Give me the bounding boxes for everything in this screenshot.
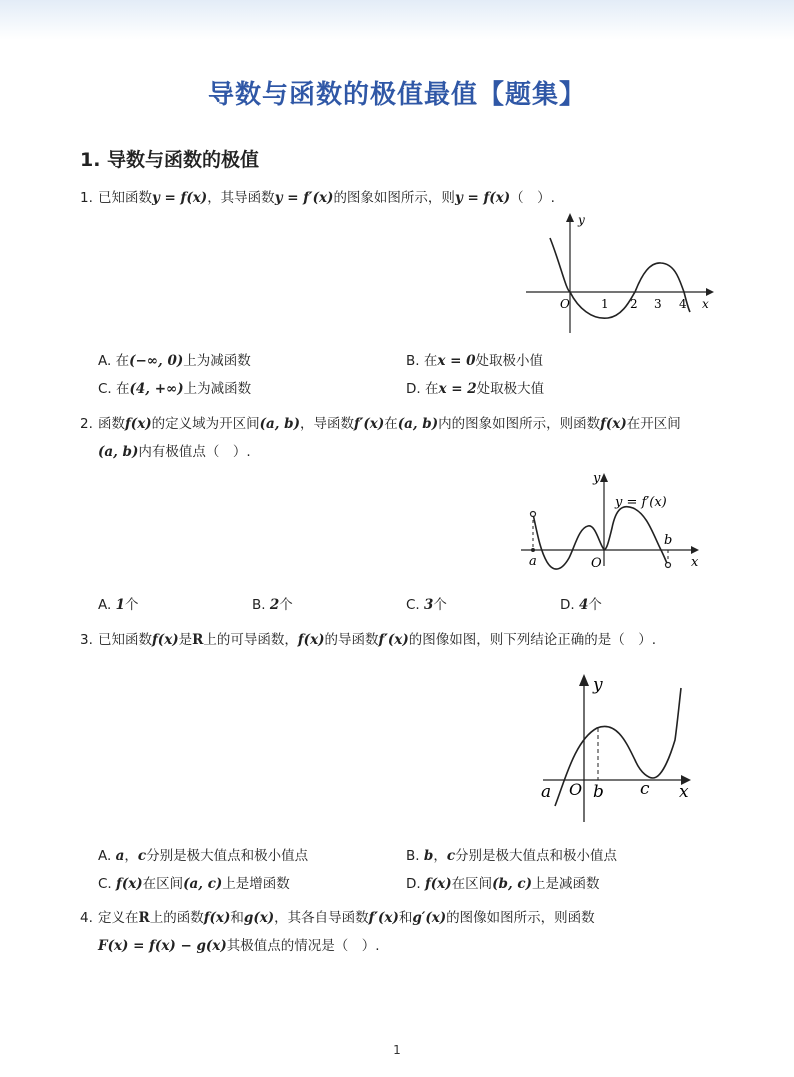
question-stem-continued bbox=[80, 932, 720, 960]
text-segment: B. 在 bbox=[406, 353, 438, 369]
question-3 bbox=[80, 626, 720, 654]
question-stem bbox=[98, 910, 595, 926]
option-b[interactable] bbox=[406, 349, 543, 369]
text-segment: 内有极值点（ ）. bbox=[138, 444, 251, 460]
point-a-label: a bbox=[541, 782, 552, 802]
question-number: 3. bbox=[80, 632, 93, 648]
math-expression: (a, b) bbox=[98, 444, 139, 460]
tick-label: 3 bbox=[654, 297, 662, 311]
text-segment: 的定义域为开区间 bbox=[151, 416, 260, 432]
y-axis-label: y bbox=[593, 675, 603, 695]
question-4 bbox=[80, 904, 720, 960]
math-expression: f′(x) bbox=[378, 632, 409, 648]
math-expression: 3 bbox=[424, 597, 434, 613]
text-segment: 分别是极大值点和极小值点 bbox=[455, 848, 618, 864]
math-expression: x = 0 bbox=[437, 353, 476, 369]
text-segment: C. 在 bbox=[98, 381, 130, 397]
question-number: 4. bbox=[80, 910, 93, 926]
text-segment: 上为减函数 bbox=[183, 381, 252, 397]
math-set-symbol: R bbox=[192, 632, 204, 648]
option-c[interactable] bbox=[406, 593, 447, 613]
math-expression: 4 bbox=[578, 597, 589, 613]
math-expression: y = f(x) bbox=[454, 190, 511, 206]
text-segment: 定义在 bbox=[98, 910, 139, 926]
math-expression: f(x) bbox=[152, 632, 179, 648]
text-segment: 是 bbox=[178, 632, 193, 648]
text-segment: 在 bbox=[384, 416, 398, 432]
option-a[interactable] bbox=[98, 844, 308, 864]
y-axis-label: y bbox=[578, 213, 585, 227]
derivative-graph-figure bbox=[535, 670, 710, 825]
math-expression: (a, b) bbox=[397, 416, 439, 432]
text-segment: 内的图象如图所示，则函数 bbox=[438, 416, 601, 432]
text-segment: 的图像如图，则下列结论正确的是（ ）. bbox=[408, 632, 657, 648]
text-segment: 上的可导函数， bbox=[203, 632, 298, 648]
text-segment: 的图象如图所示，则 bbox=[333, 190, 455, 206]
question-stem bbox=[98, 190, 555, 206]
text-segment: 上的函数 bbox=[149, 910, 204, 926]
math-expression: (−∞, 0) bbox=[129, 353, 184, 369]
page-number: 1 bbox=[393, 1043, 401, 1057]
math-expression: f(x) bbox=[116, 876, 143, 892]
text-segment: 个 bbox=[279, 597, 293, 613]
x-axis-label: x bbox=[691, 555, 699, 570]
math-expression: x = 2 bbox=[438, 381, 477, 397]
question-number: 1. bbox=[80, 190, 93, 206]
text-segment: C. bbox=[98, 876, 117, 892]
math-expression: (4, +∞) bbox=[129, 381, 184, 397]
math-expression: f(x) bbox=[600, 416, 627, 432]
derivative-graph-figure bbox=[520, 208, 720, 338]
text-segment: 其极值点的情况是（ ）. bbox=[226, 938, 380, 954]
math-expression: f′(x) bbox=[368, 910, 399, 926]
option-a[interactable] bbox=[98, 593, 139, 613]
page-title: 导数与函数的极值最值【题集】 bbox=[207, 80, 586, 110]
text-segment: ，导函数 bbox=[300, 416, 355, 432]
math-expression: y = f′(x) bbox=[274, 190, 334, 206]
point-b-label: b bbox=[593, 782, 604, 802]
origin-label: O bbox=[591, 556, 602, 571]
text-segment: B. bbox=[252, 597, 270, 613]
math-expression: 2 bbox=[269, 597, 280, 613]
text-segment: 分别是极大值点和极小值点 bbox=[146, 848, 309, 864]
math-expression: y = f(x) bbox=[152, 190, 208, 206]
question-stem bbox=[98, 416, 681, 432]
text-segment: A. bbox=[98, 848, 116, 864]
text-segment: B. bbox=[406, 848, 424, 864]
math-expression: c bbox=[137, 848, 147, 864]
option-d[interactable] bbox=[406, 872, 599, 892]
text-segment: （ ）. bbox=[510, 190, 555, 206]
point-c-label: c bbox=[640, 779, 650, 799]
math-expression: a bbox=[115, 848, 125, 864]
option-c[interactable] bbox=[98, 872, 290, 892]
math-expression: c bbox=[446, 848, 456, 864]
text-segment: 和 bbox=[230, 910, 244, 926]
text-segment: D. bbox=[406, 876, 425, 892]
text-segment: 在区间 bbox=[451, 876, 493, 892]
question-stem-continued bbox=[80, 438, 720, 466]
curve-label: y = f′(x) bbox=[615, 495, 667, 510]
x-axis-label: x bbox=[679, 782, 689, 802]
derivative-graph-figure bbox=[515, 466, 710, 578]
text-segment: 和 bbox=[398, 910, 413, 926]
text-segment: ，其各自导函数 bbox=[274, 910, 369, 926]
text-segment: ， bbox=[124, 848, 138, 864]
option-b[interactable] bbox=[406, 844, 617, 864]
option-a[interactable] bbox=[98, 349, 251, 369]
tick-label: 1 bbox=[601, 297, 609, 311]
text-segment: ， bbox=[433, 848, 447, 864]
option-b[interactable] bbox=[252, 593, 293, 613]
header-band bbox=[0, 0, 794, 40]
math-expression: f(x) bbox=[203, 910, 231, 926]
section-heading: 1. 导数与函数的极值 bbox=[80, 149, 260, 171]
text-segment: 的图像如图所示，则函数 bbox=[446, 910, 595, 926]
math-expression: g(x) bbox=[243, 910, 275, 926]
y-axis-label: y bbox=[593, 471, 601, 486]
origin-label: O bbox=[569, 780, 583, 799]
math-expression: F(x) = f(x) − g(x) bbox=[98, 938, 227, 954]
text-segment: 个 bbox=[125, 597, 139, 613]
math-expression: 1 bbox=[115, 597, 125, 613]
text-segment: 在开区间 bbox=[626, 416, 681, 432]
question-number: 2. bbox=[80, 416, 93, 432]
x-axis-label: x bbox=[702, 297, 709, 311]
text-segment: 已知函数 bbox=[98, 190, 152, 206]
text-segment: 的导函数 bbox=[324, 632, 379, 648]
text-segment: 上是增函数 bbox=[222, 876, 290, 892]
option-c[interactable] bbox=[98, 377, 251, 397]
text-segment: 函数 bbox=[98, 416, 125, 432]
derivative-curve bbox=[550, 238, 690, 318]
text-segment: 上为减函数 bbox=[183, 353, 251, 369]
text-segment: 处取极小值 bbox=[475, 353, 544, 369]
text-segment: 上是减函数 bbox=[531, 876, 600, 892]
text-segment: 在区间 bbox=[142, 876, 184, 892]
tick-label: 4 bbox=[679, 297, 687, 311]
option-d[interactable] bbox=[406, 377, 544, 397]
text-segment: 已知函数 bbox=[98, 632, 152, 648]
question-stem bbox=[98, 632, 656, 648]
text-segment: D. 在 bbox=[406, 381, 439, 397]
tick-label: 2 bbox=[630, 297, 638, 311]
point-b-label: b bbox=[664, 533, 673, 548]
text-segment: 个 bbox=[588, 597, 602, 613]
text-segment: 个 bbox=[433, 597, 447, 613]
math-expression: f(x) bbox=[125, 416, 152, 432]
text-segment: 处取极大值 bbox=[476, 381, 545, 397]
math-expression: g′(x) bbox=[412, 910, 447, 926]
option-d[interactable] bbox=[560, 593, 602, 613]
math-expression: f′(x) bbox=[354, 416, 385, 432]
text-segment: A. 在 bbox=[98, 353, 130, 369]
math-expression: (a, b) bbox=[259, 416, 301, 432]
text-segment: A. bbox=[98, 597, 116, 613]
text-segment: C. bbox=[406, 597, 425, 613]
math-set-symbol: R bbox=[138, 910, 150, 926]
point-a-label: a bbox=[529, 554, 537, 569]
text-segment: D. bbox=[560, 597, 579, 613]
math-expression: f(x) bbox=[297, 632, 325, 648]
math-expression: (b, c) bbox=[492, 876, 532, 892]
text-segment: ，其导函数 bbox=[207, 190, 275, 206]
math-expression: (a, c) bbox=[183, 876, 223, 892]
question-2 bbox=[80, 410, 720, 466]
math-expression: b bbox=[423, 848, 434, 864]
origin-label: O bbox=[560, 297, 570, 311]
math-expression: f(x) bbox=[424, 876, 452, 892]
